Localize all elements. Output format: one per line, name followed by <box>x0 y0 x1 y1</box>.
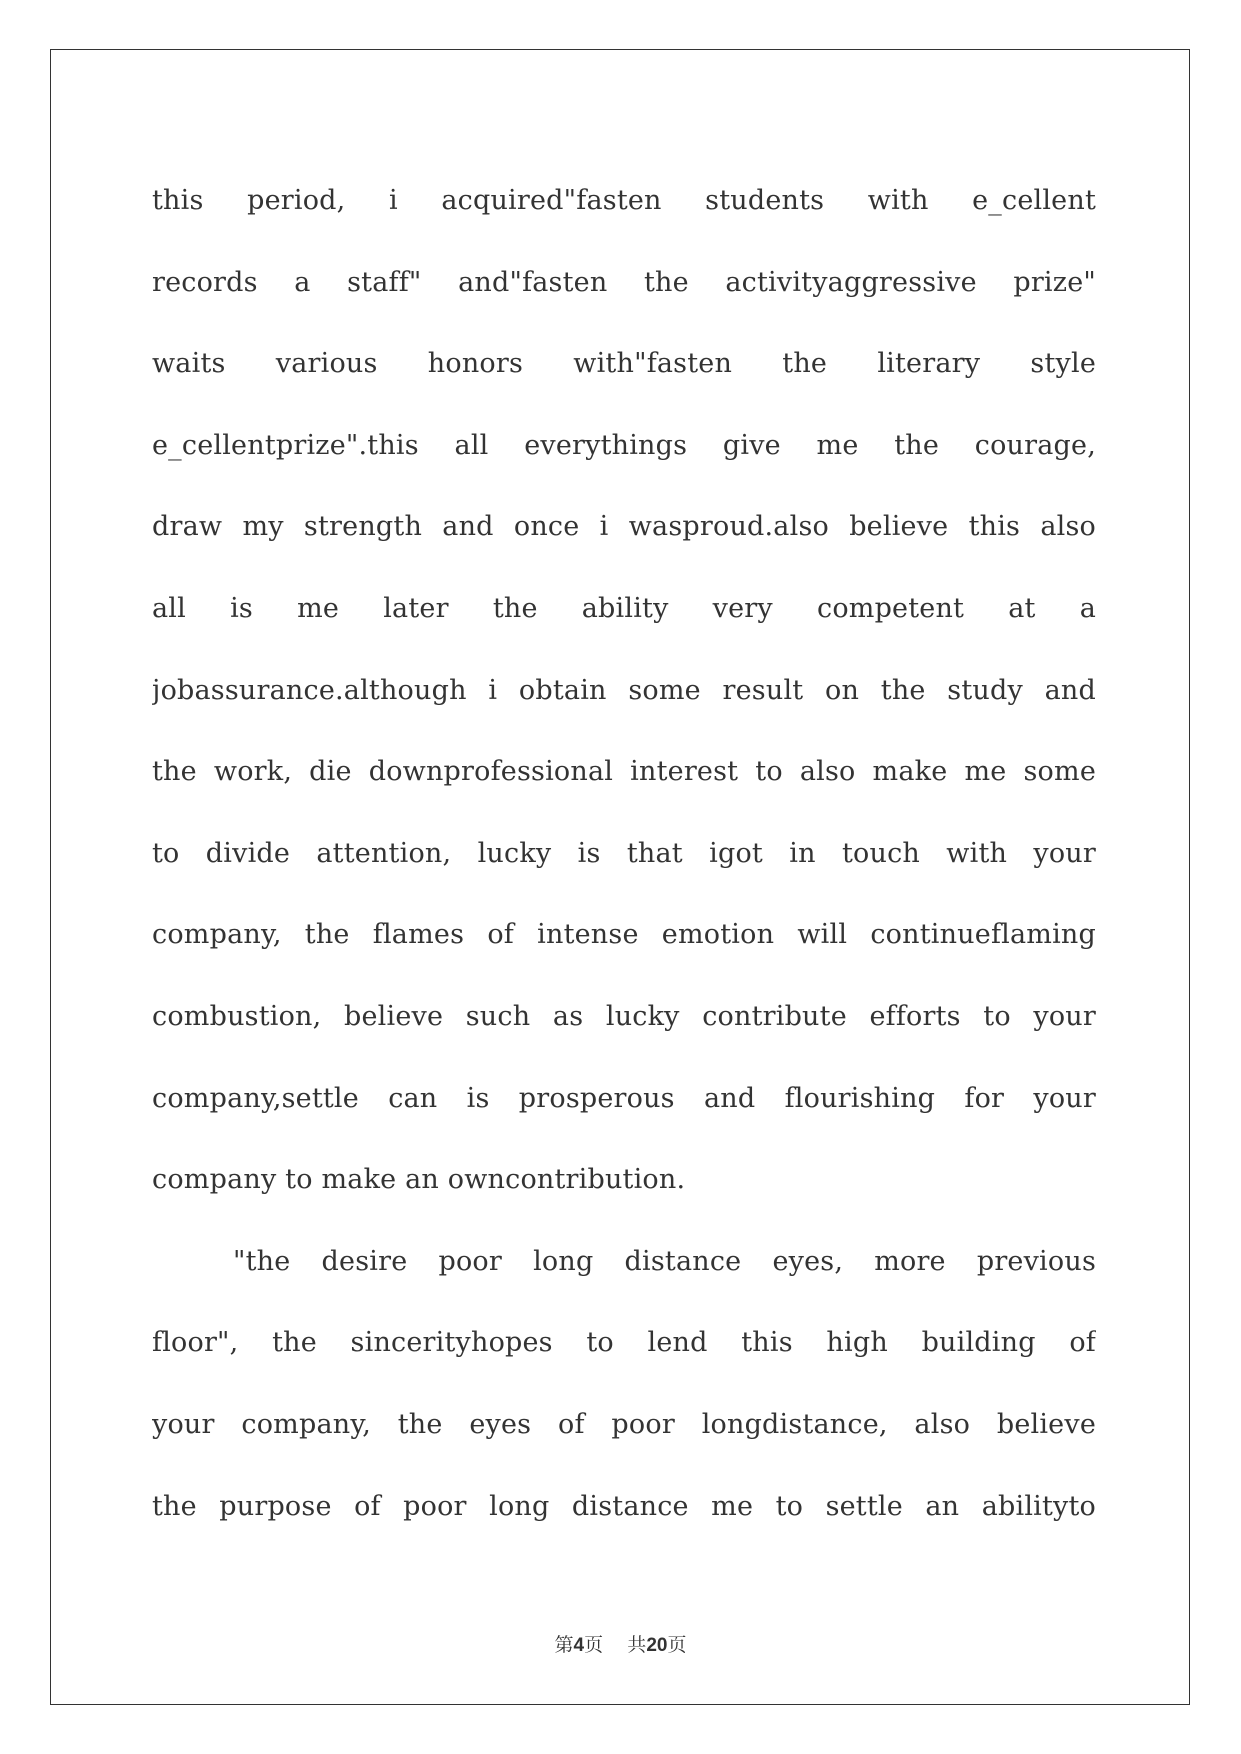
footer-total-suffix: 页 <box>667 1634 687 1656</box>
total-page-count: 20 <box>646 1635 668 1656</box>
text-line: records a staff" and"fasten the activityaggressive prize" <box>152 266 1096 298</box>
text-line: to divide attention, lucky is that igot in touch with your <box>152 837 1096 869</box>
text-line: company, the flames of intense emotion will continueflaming <box>152 919 1096 951</box>
text-line: draw my strength and once i wasproud.also believe this also <box>152 511 1096 543</box>
text-line: jobassurance.although i obtain some result on the study and <box>152 674 1096 706</box>
text-line: the work, die downprofessional interest to also make me some <box>152 756 1096 788</box>
text-line: the purpose of poor long distance me to settle an abilityto <box>152 1490 1096 1522</box>
footer-total-prefix: 共 <box>627 1634 647 1656</box>
document-body <box>152 160 1096 1547</box>
footer-prefix: 第 <box>554 1634 574 1656</box>
current-page-number: 4 <box>573 1635 585 1656</box>
text-line: e_cellentprize".this all everythings give me the courage, <box>152 429 1096 461</box>
text-line: floor", the sincerityhopes to lend this high building of <box>152 1327 1096 1359</box>
text-line-paragraph-start: "the desire poor long distance eyes, more previous <box>233 1245 1096 1277</box>
text-line: your company, the eyes of poor longdistance, also believe <box>152 1408 1096 1440</box>
text-line: combustion, believe such as lucky contribute efforts to your <box>152 1000 1096 1032</box>
text-line: company to make an owncontribution. <box>152 1164 686 1196</box>
footer-page-suffix: 页 <box>584 1634 604 1656</box>
text-line: waits various honors with"fasten the literary style <box>152 348 1096 380</box>
text-line: this period, i acquired"fasten students with e_cellent <box>152 185 1096 216</box>
text-line: company,settle can is prosperous and flourishing for your <box>152 1082 1096 1114</box>
page-footer <box>0 1630 1241 1657</box>
text-line: all is me later the ability very competent at a <box>152 592 1096 624</box>
